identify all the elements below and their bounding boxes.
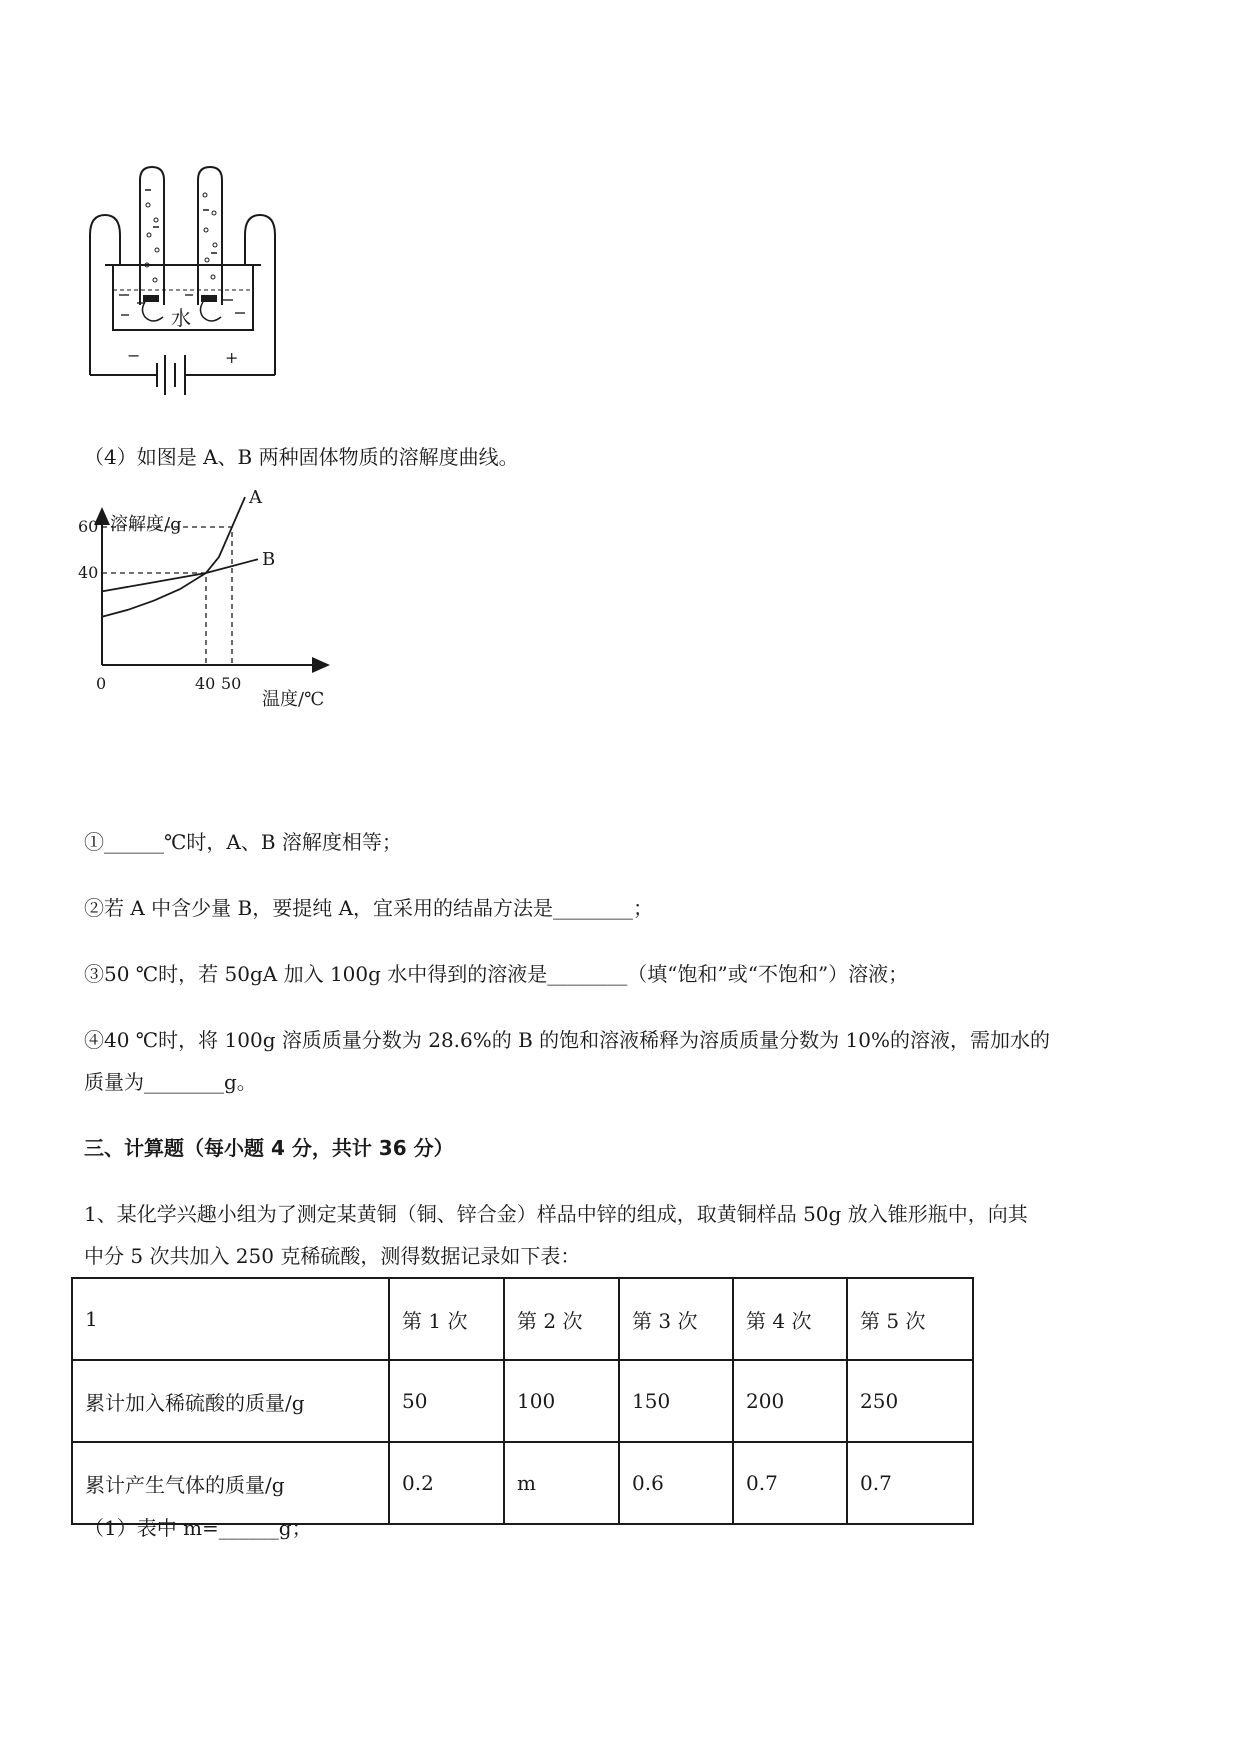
table-cell: 150: [619, 1360, 733, 1442]
series-label-A: A: [249, 487, 262, 509]
table-cell: m: [504, 1442, 619, 1524]
table-header-cell: 第 2 次: [504, 1278, 619, 1360]
data-table: [71, 1277, 974, 1525]
table-header-cell: 第 5 次: [847, 1278, 973, 1360]
table-cell: 250: [847, 1360, 973, 1442]
negative-label: −: [127, 346, 141, 365]
table-row: [72, 1360, 973, 1442]
x-tick-label: 50: [221, 674, 242, 693]
y-axis-label: 溶解度/g: [110, 514, 182, 535]
table-header-row: [72, 1278, 973, 1360]
table-cell: 100: [504, 1360, 619, 1442]
x-axis-label: 温度/℃: [262, 689, 325, 710]
question-4-line-1: ④40 ℃时，将 100g 溶质质量分数为 28.6%的 B 的饱和溶液稀释为溶质质量分数为 10%的溶液，需加水的: [84, 1028, 1050, 1052]
section-3-heading: 三、计算题（每小题 4 分，共计 36 分）: [84, 1136, 454, 1160]
positive-label: +: [225, 348, 239, 367]
question-3: ③50 ℃时，若 50gA 加入 100g 水中得到的溶液是________（填“饱和”或“不饱和”）溶液；: [84, 962, 909, 986]
table-header-cell: 1: [72, 1278, 389, 1360]
origin-label: 0: [96, 674, 107, 693]
question-2: ②若 A 中含少量 B，要提纯 A，宜采用的结晶方法是________；: [84, 896, 654, 920]
question-4-line-2: 质量为________g。: [84, 1070, 257, 1094]
table-header-cell: 第 3 次: [619, 1278, 733, 1360]
table-cell: 0.6: [619, 1442, 733, 1524]
q4-intro: （4）如图是 A、B 两种固体物质的溶解度曲线。: [84, 445, 519, 469]
table-cell: 50: [389, 1360, 504, 1442]
series-label-B: B: [262, 549, 276, 571]
problem-1-line-1: 1、某化学兴趣小组为了测定某黄铜（铜、锌合金）样品中锌的组成，取黄铜样品 50g 放入锥形瓶中，向其: [84, 1202, 1028, 1226]
table-cell: 0.7: [847, 1442, 973, 1524]
table-row: [72, 1442, 973, 1524]
water-label: 水: [171, 306, 191, 330]
solubility-chart: [78, 487, 380, 795]
x-tick-label: 40: [195, 674, 216, 693]
table-cell: 累计产生气体的质量/g: [72, 1442, 389, 1524]
sub-question-1: （1）表中 m=______g；: [84, 1516, 312, 1540]
electrolysis-diagram: [85, 165, 285, 405]
table-header-cell: 第 4 次: [733, 1278, 847, 1360]
y-tick-label: 40: [78, 563, 99, 582]
question-1: ①______℃时，A、B 溶解度相等；: [84, 830, 402, 854]
table-cell: 0.2: [389, 1442, 504, 1524]
problem-1-line-2: 中分 5 次共加入 250 克稀硫酸，测得数据记录如下表：: [84, 1244, 581, 1268]
table-header-cell: 第 1 次: [389, 1278, 504, 1360]
series-line-B: [102, 559, 258, 591]
table-cell: 累计加入稀硫酸的质量/g: [72, 1360, 389, 1442]
table-cell: 200: [733, 1360, 847, 1442]
guide-line: [102, 527, 232, 665]
y-tick-label: 60: [78, 517, 99, 536]
table-cell: 0.7: [733, 1442, 847, 1524]
guide-line: [102, 573, 206, 665]
